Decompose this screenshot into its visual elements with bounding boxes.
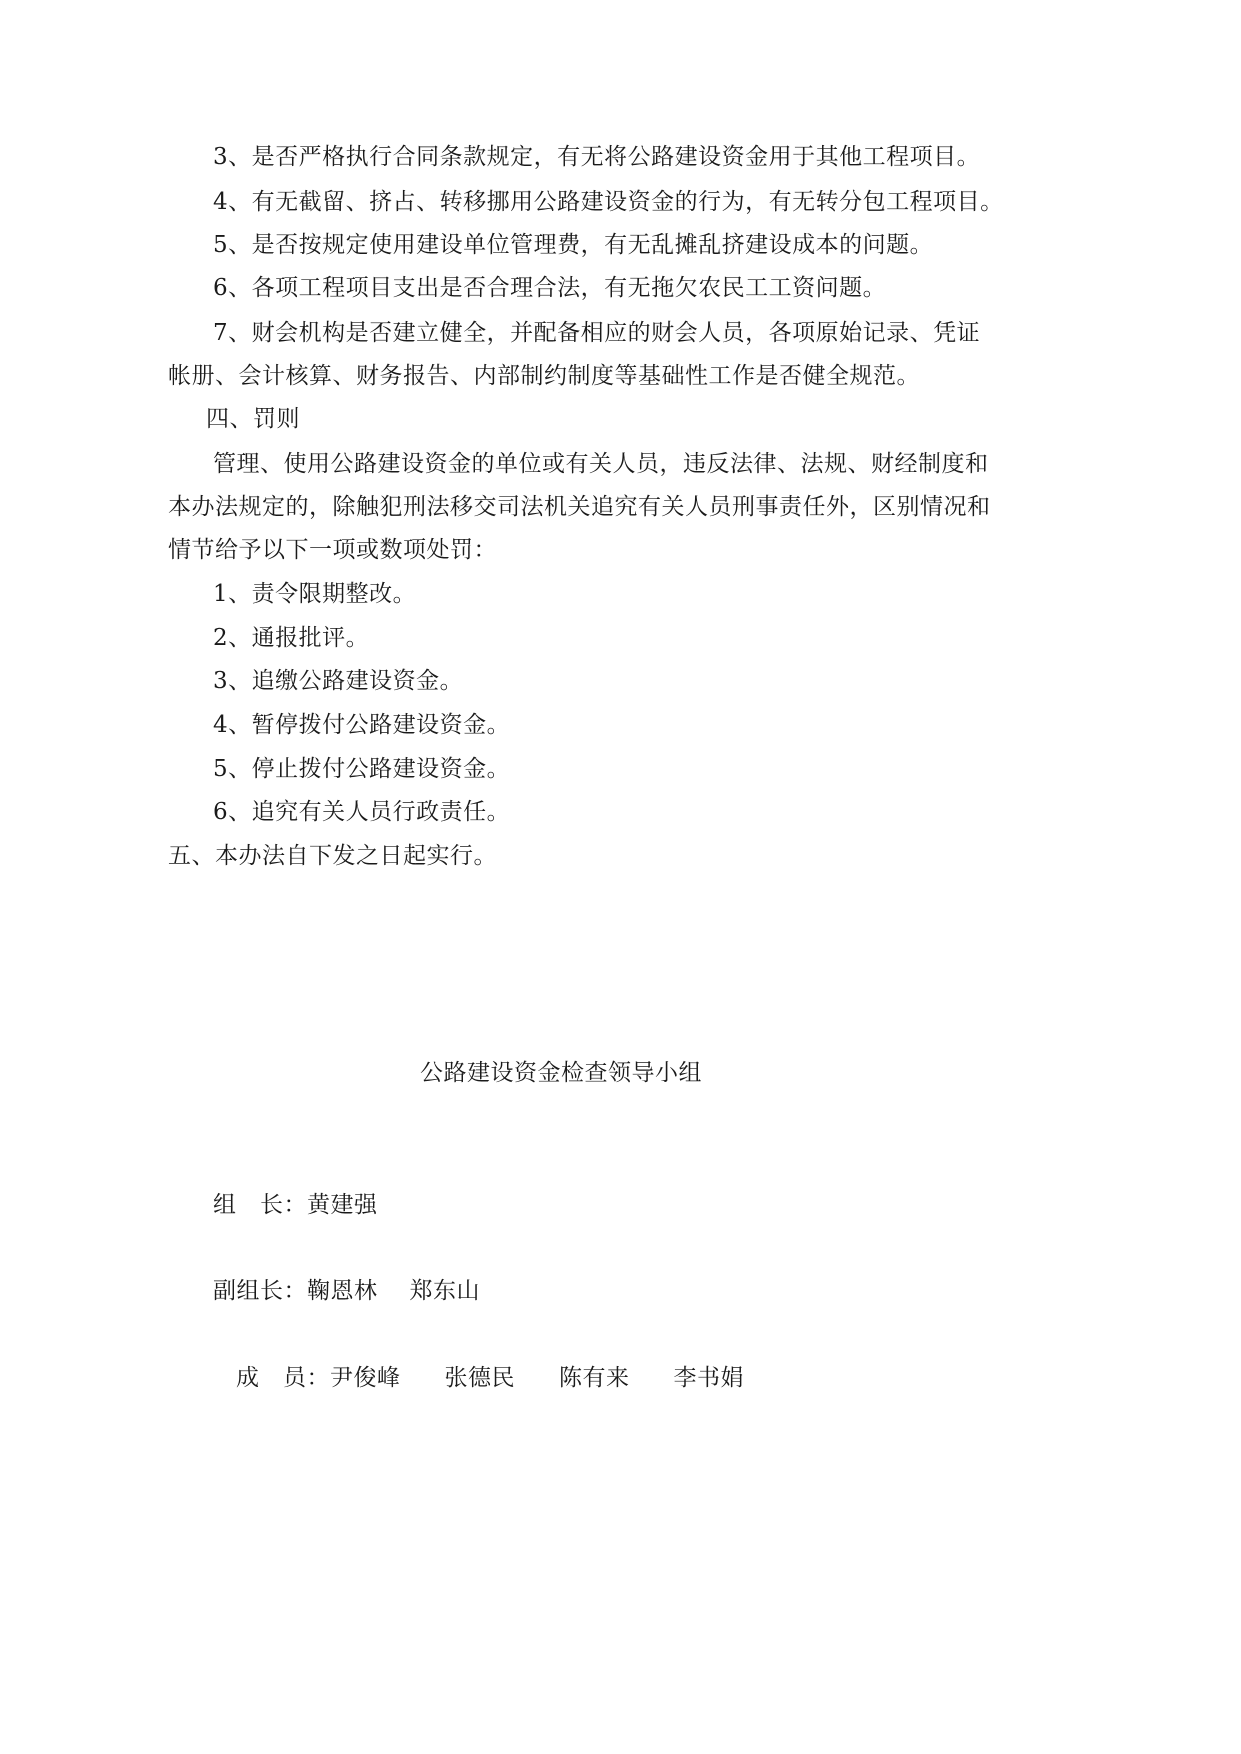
group-leader-row [213, 1190, 378, 1220]
leader-label: 组 长： [213, 1192, 307, 1218]
condition-item-7-line-2: 帐册、会计核算、财务报告、内部制约制度等基础性工作是否健全规范。 [168, 363, 920, 389]
section-effective-date: 五、本办法自下发之日起实行。 [168, 843, 497, 869]
condition-item-6: 6、各项工程项目支出是否合理合法，有无拖欠农民工工资问题。 [213, 275, 887, 301]
penalty-paragraph-line-1: 管理、使用公路建设资金的单位或有关人员，违反法律、法规、财经制度和 [213, 451, 989, 477]
penalty-item-3: 3、追缴公路建设资金。 [213, 668, 464, 694]
section-heading-penalties: 四、罚则 [206, 406, 300, 432]
condition-item-7-line-1: 7、财会机构是否建立健全，并配备相应的财会人员，各项原始记录、凭证 [213, 320, 981, 346]
deputy-name-1: 鞠恩林 [307, 1278, 378, 1304]
penalty-item-4: 4、暂停拨付公路建设资金。 [213, 712, 511, 738]
group-title: 公路建设资金检查领导小组 [420, 1060, 702, 1086]
condition-item-4: 4、有无截留、挤占、转移挪用公路建设资金的行为，有无转分包工程项目。 [213, 189, 1004, 215]
penalty-item-2: 2、通报批评。 [213, 625, 370, 651]
group-member-row [236, 1363, 744, 1393]
deputy-name-2: 郑东山 [409, 1278, 480, 1304]
condition-item-5: 5、是否按规定使用建设单位管理费，有无乱摊乱挤建设成本的问题。 [213, 232, 934, 258]
member-name-4: 李书娟 [673, 1365, 744, 1391]
penalty-item-5: 5、停止拨付公路建设资金。 [213, 756, 511, 782]
deputy-label: 副组长： [213, 1278, 307, 1304]
penalty-item-6: 6、追究有关人员行政责任。 [213, 799, 511, 825]
member-name-3: 陈有来 [559, 1365, 630, 1391]
penalty-paragraph-line-3: 情节给予以下一项或数项处罚： [168, 537, 497, 563]
penalty-paragraph-line-2: 本办法规定的，除触犯刑法移交司法机关追究有关人员刑事责任外，区别情况和 [168, 494, 991, 520]
leader-name: 黄建强 [307, 1192, 378, 1218]
condition-item-3: 3、是否严格执行合同条款规定，有无将公路建设资金用于其他工程项目。 [213, 144, 981, 170]
group-deputy-row [213, 1276, 480, 1306]
member-name-2: 张德民 [444, 1365, 515, 1391]
penalty-item-1: 1、责令限期整改。 [213, 581, 417, 607]
member-name-1: 尹俊峰 [330, 1365, 401, 1391]
member-label: 成 员： [236, 1365, 330, 1391]
